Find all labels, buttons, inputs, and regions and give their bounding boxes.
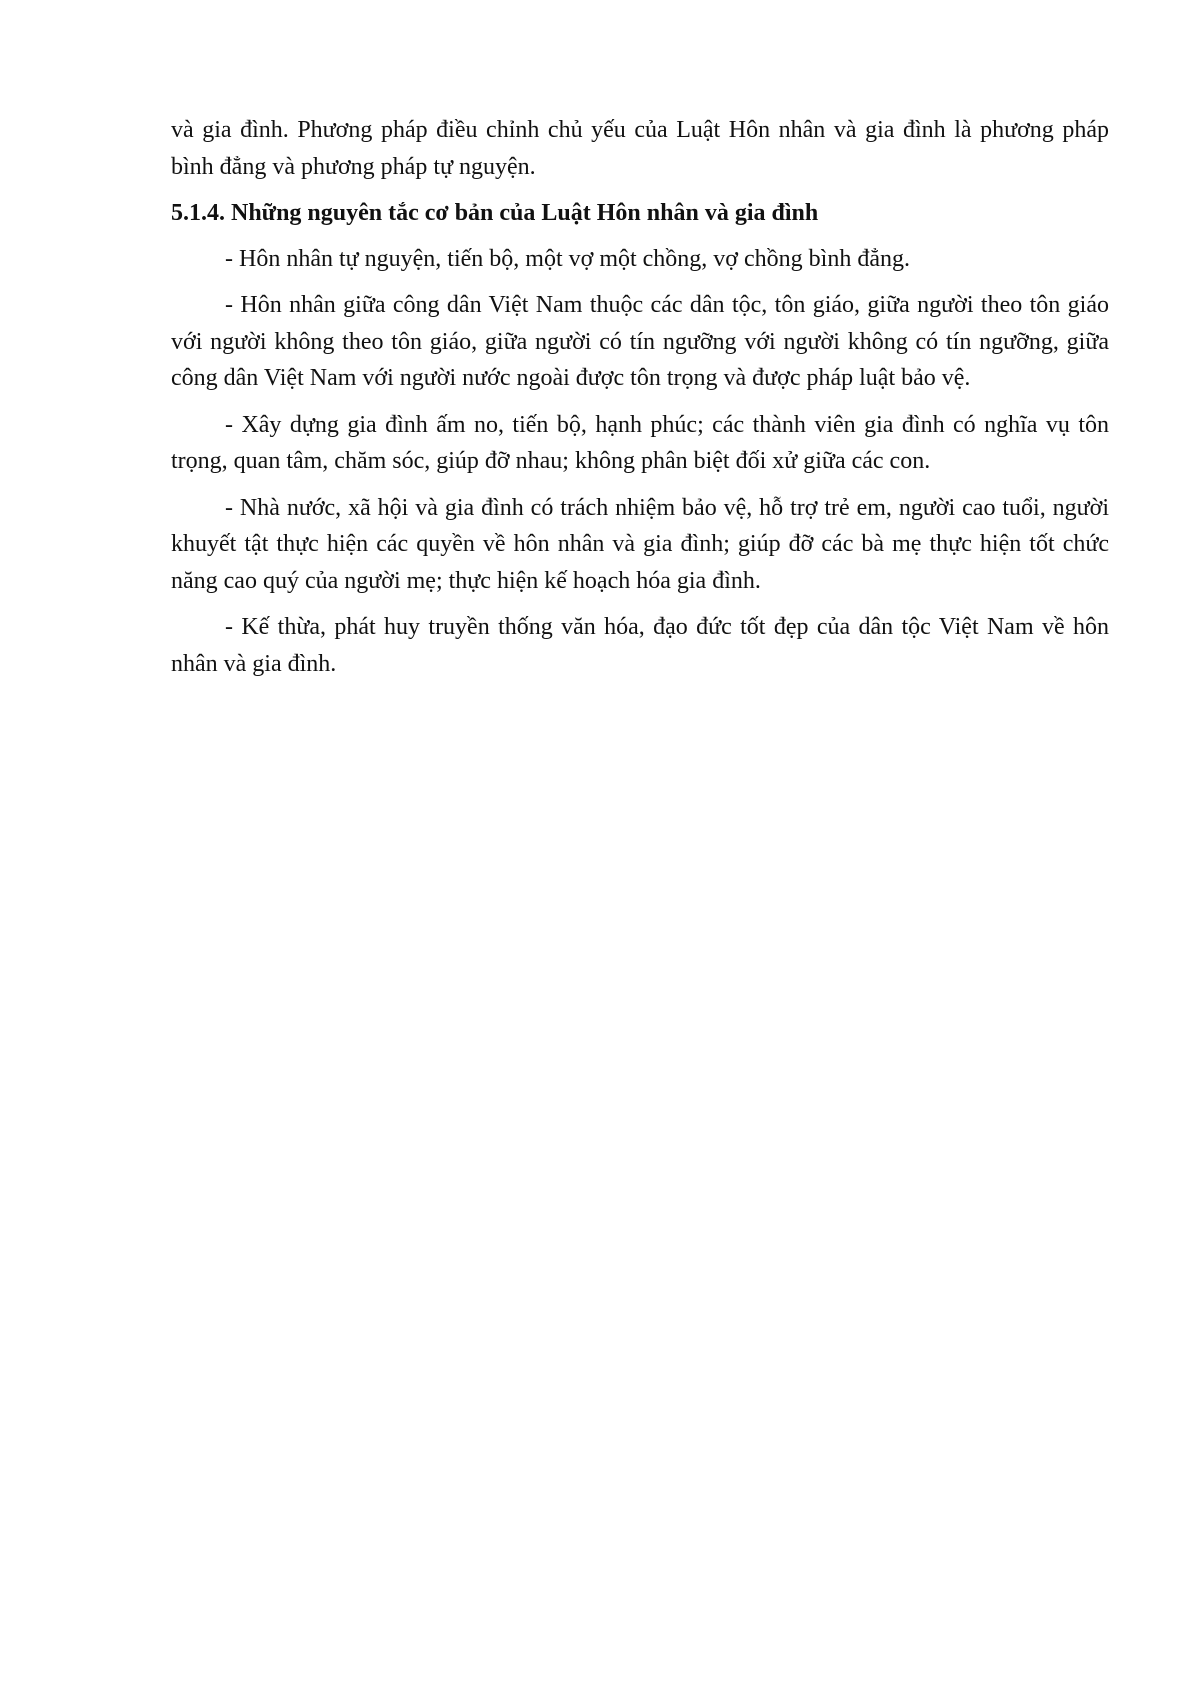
- principle-1: - Hôn nhân tự nguyện, tiến bộ, một vợ một chồng, vợ chồng bình đẳng.: [225, 245, 910, 272]
- principle-4: - Nhà nước, xã hội và gia đình có trách nhiệm bảo vệ, hỗ trợ trẻ em, người cao tuổi, người khuyết tật thực hiện các quyền về hôn nhân và gia đình; giúp đỡ các bà mẹ thực hiện tốt chức năng cao quý của người mẹ; thực hiện kế hoạch hóa gia đình.: [171, 494, 1109, 594]
- principle-5: - Kế thừa, phát huy truyền thống văn hóa, đạo đức tốt đẹp của dân tộc Việt Nam về hôn nhân và gia đình.: [171, 614, 1109, 677]
- document-body: [171, 112, 1109, 692]
- intro-paragraph: và gia đình. Phương pháp điều chỉnh chủ yếu của Luật Hôn nhân và gia đình là phương pháp bình đẳng và phương pháp tự nguyện.: [171, 117, 1109, 180]
- principle-2: - Hôn nhân giữa công dân Việt Nam thuộc các dân tộc, tôn giáo, giữa người theo tôn giáo với người không theo tôn giáo, giữa người có tín ngưỡng với người không có tín ngưỡng, giữa công dân Việt Nam với người nước ngoài được tôn trọng và được pháp luật bảo vệ.: [171, 292, 1109, 391]
- principle-3: - Xây dựng gia đình ấm no, tiến bộ, hạnh phúc; các thành viên gia đình có nghĩa vụ tôn trọng, quan tâm, chăm sóc, giúp đỡ nhau; không phân biệt đối xử giữa các con.: [171, 411, 1109, 474]
- section-heading: 5.1.4. Những nguyên tắc cơ bản của Luật Hôn nhân và gia đình: [171, 200, 819, 226]
